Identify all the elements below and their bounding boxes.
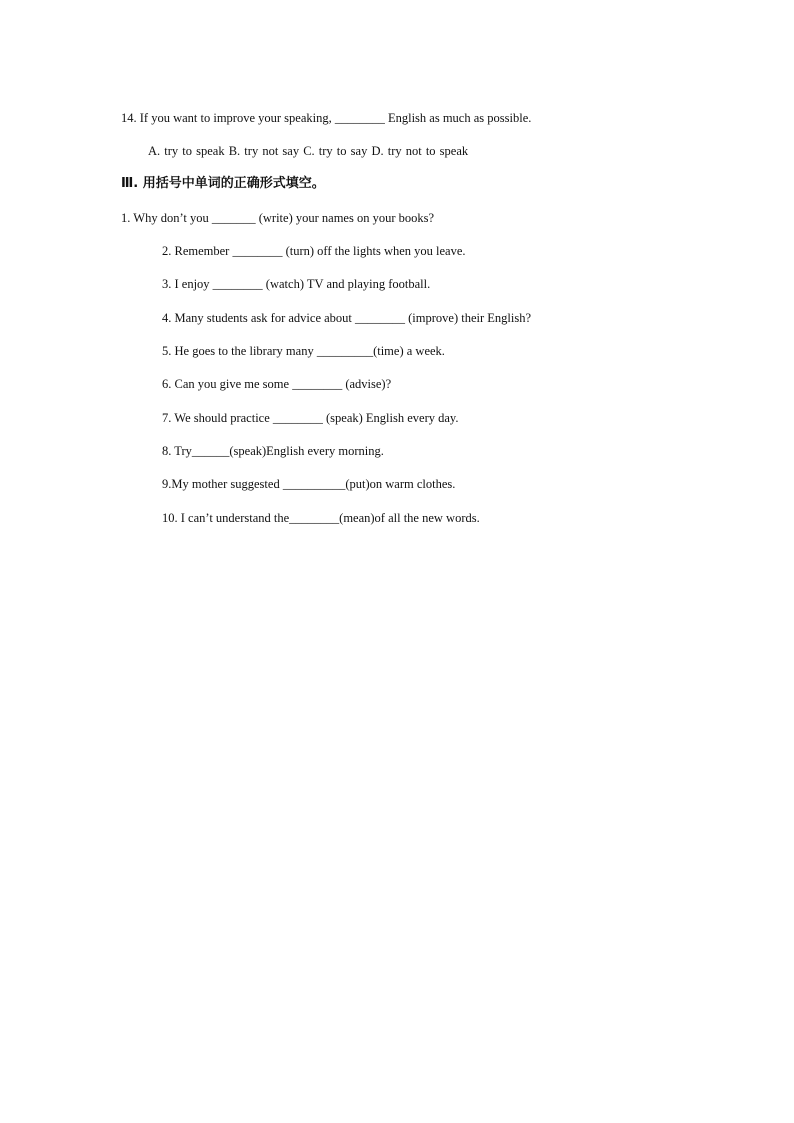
fill-in-item-3: 3. I enjoy ________ (watch) TV and playing football. <box>162 277 431 291</box>
fill-in-item-6: 6. Can you give me some ________ (advise)? <box>162 377 392 391</box>
section-3-heading: Ⅲ. 用括号中单词的正确形式填空。 <box>121 176 325 191</box>
fill-in-item-4: 4. Many students ask for advice about ________ (improve) their English? <box>162 311 532 325</box>
fill-in-item-5: 5. He goes to the library many _________(time) a week. <box>162 344 445 358</box>
fill-in-item-8: 8. Try______(speak)English every morning. <box>162 444 384 458</box>
fill-in-item-9: 9.My mother suggested __________(put)on warm clothes. <box>162 477 456 491</box>
fill-in-item-1: 1. Why don’t you _______ (write) your names on your books? <box>121 211 435 225</box>
question-14-options: A. try to speak B. try not say C. try to say D. try not to speak <box>148 144 469 158</box>
fill-in-item-7: 7. We should practice ________ (speak) English every day. <box>162 411 459 425</box>
fill-in-item-10: 10. I can’t understand the________(mean)of all the new words. <box>162 511 480 525</box>
fill-in-item-2: 2. Remember ________ (turn) off the lights when you leave. <box>162 244 466 258</box>
question-14-stem: 14. If you want to improve your speaking, ________ English as much as possible. <box>121 111 532 125</box>
